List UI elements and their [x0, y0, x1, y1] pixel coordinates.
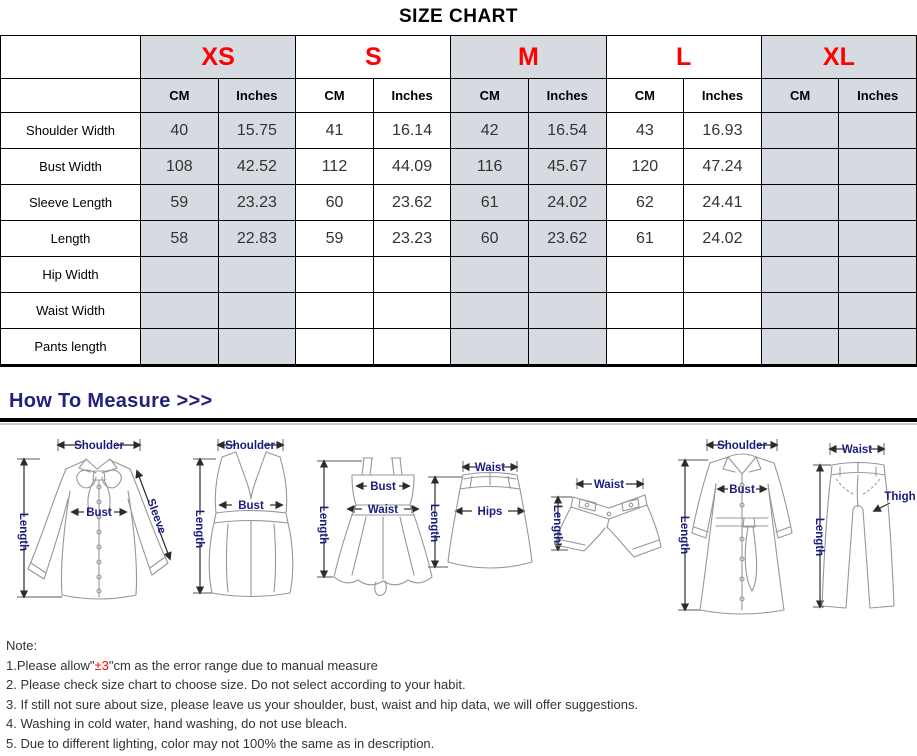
value-cell: [451, 257, 529, 293]
size-header-s: S: [296, 36, 451, 79]
value-cell: [528, 257, 606, 293]
unit-header-inches: Inches: [218, 79, 296, 113]
value-cell: [528, 293, 606, 329]
value-cell: [451, 329, 529, 366]
size-table: [0, 35, 917, 367]
label-length: Length: [193, 509, 205, 549]
value-cell: [606, 257, 684, 293]
value-cell: 60: [451, 221, 529, 257]
value-cell: [684, 257, 762, 293]
size-header-xs: XS: [141, 36, 296, 79]
row-label: Sleeve Length: [1, 185, 141, 221]
value-cell: [761, 221, 839, 257]
figure-tank-top: [193, 439, 293, 597]
value-cell: 59: [141, 185, 219, 221]
value-cell: 44.09: [373, 149, 451, 185]
label-shoulder: Shoulder: [225, 440, 275, 452]
value-cell: [606, 329, 684, 366]
label-waist: Waist: [367, 504, 399, 516]
value-cell: 47.24: [684, 149, 762, 185]
label-length: Length: [813, 517, 825, 557]
size-header-m: M: [451, 36, 606, 79]
value-cell: [839, 221, 917, 257]
value-cell: 116: [451, 149, 529, 185]
table-row: [1, 293, 917, 329]
label-bust: Bust: [86, 507, 112, 519]
note-line-2: 2. Please check size chart to choose size. Do not select according to your habit.: [6, 677, 466, 692]
label-thigh: Thigh: [884, 491, 916, 503]
notes: [6, 636, 917, 753]
label-hips: Hips: [477, 506, 503, 518]
how-to-measure-heading: How To Measure >>>: [9, 390, 213, 412]
value-cell: [296, 293, 374, 329]
value-cell: 58: [141, 221, 219, 257]
value-cell: 61: [606, 221, 684, 257]
value-cell: [218, 293, 296, 329]
value-cell: 45.67: [528, 149, 606, 185]
note-line-1: 1.Please allow"±3"cm as the error range due to manual measure: [6, 657, 378, 673]
table-row: [1, 221, 917, 257]
value-cell: 40: [141, 113, 219, 149]
value-cell: 24.02: [684, 221, 762, 257]
label-length: Length: [678, 515, 690, 555]
value-cell: 59: [296, 221, 374, 257]
notes-heading: Note:: [6, 638, 38, 653]
figure-dress: [317, 458, 432, 595]
unit-header-inches: Inches: [684, 79, 762, 113]
table-row: [1, 113, 917, 149]
value-cell: [373, 257, 451, 293]
measure-diagrams: [0, 427, 917, 632]
row-label: Shoulder Width: [1, 113, 141, 149]
value-cell: 16.54: [528, 113, 606, 149]
label-waist: Waist: [841, 444, 873, 456]
label-length: Length: [17, 512, 29, 552]
unit-header-inches: Inches: [839, 79, 917, 113]
value-cell: [684, 329, 762, 366]
value-cell: [606, 293, 684, 329]
value-cell: [296, 257, 374, 293]
value-cell: [296, 329, 374, 366]
size-header-l: L: [606, 36, 761, 79]
unit-header-cm: CM: [296, 79, 374, 113]
value-cell: [839, 257, 917, 293]
value-cell: 60: [296, 185, 374, 221]
value-cell: 62: [606, 185, 684, 221]
table-row: [1, 329, 917, 366]
value-cell: 23.23: [218, 185, 296, 221]
label-shoulder: Shoulder: [717, 440, 767, 452]
label-length: Length: [317, 505, 329, 545]
unit-header-cm: CM: [141, 79, 219, 113]
corner-cell: [1, 79, 141, 113]
value-cell: 22.83: [218, 221, 296, 257]
label-sleeve: Sleeve: [144, 497, 168, 536]
divider: [0, 418, 917, 425]
label-waist: Waist: [593, 479, 625, 491]
value-cell: [684, 293, 762, 329]
value-cell: 24.41: [684, 185, 762, 221]
value-cell: 112: [296, 149, 374, 185]
value-cell: [761, 113, 839, 149]
figure-skirt: [428, 461, 532, 568]
value-cell: [451, 293, 529, 329]
table-row: [1, 257, 917, 293]
label-shoulder: Shoulder: [74, 440, 124, 452]
row-label: Hip Width: [1, 257, 141, 293]
value-cell: 16.14: [373, 113, 451, 149]
value-cell: 42: [451, 113, 529, 149]
label-bust: Bust: [238, 500, 264, 512]
row-label: Waist Width: [1, 293, 141, 329]
value-cell: 43: [606, 113, 684, 149]
error-range-highlight: ±3: [94, 657, 109, 673]
value-cell: [839, 149, 917, 185]
value-cell: 15.75: [218, 113, 296, 149]
row-label: Length: [1, 221, 141, 257]
unit-header-inches: Inches: [528, 79, 606, 113]
unit-header-inches: Inches: [373, 79, 451, 113]
page-title: SIZE CHART: [399, 6, 518, 27]
value-cell: [373, 293, 451, 329]
size-header-xl: XL: [761, 36, 916, 79]
value-cell: [839, 329, 917, 366]
value-cell: [839, 113, 917, 149]
figure-coat: [678, 439, 792, 614]
value-cell: [141, 293, 219, 329]
value-cell: [761, 185, 839, 221]
figure-shorts: [551, 478, 661, 557]
note-line-3: 3. If still not sure about size, please leave us your shoulder, bust, waist and hip data, we will offer suggestions.: [6, 696, 639, 712]
value-cell: [839, 185, 917, 221]
size-header-row: [1, 36, 917, 79]
label-bust: Bust: [370, 481, 396, 493]
value-cell: [761, 257, 839, 293]
value-cell: 23.62: [528, 221, 606, 257]
value-cell: [141, 329, 219, 366]
value-cell: 23.62: [373, 185, 451, 221]
value-cell: [761, 293, 839, 329]
figure-pants: [813, 443, 916, 608]
value-cell: 42.52: [218, 149, 296, 185]
label-bust: Bust: [729, 484, 755, 496]
value-cell: [761, 149, 839, 185]
value-cell: [141, 257, 219, 293]
unit-header-cm: CM: [451, 79, 529, 113]
value-cell: 108: [141, 149, 219, 185]
value-cell: 41: [296, 113, 374, 149]
label-waist: Waist: [474, 462, 506, 474]
value-cell: [528, 329, 606, 366]
table-row: [1, 149, 917, 185]
value-cell: 16.93: [684, 113, 762, 149]
unit-header-cm: CM: [761, 79, 839, 113]
label-length: Length: [428, 503, 440, 543]
unit-header-row: [1, 79, 917, 113]
label-length: Length: [551, 504, 563, 544]
corner-cell: [1, 36, 141, 79]
row-label: Bust Width: [1, 149, 141, 185]
value-cell: [218, 257, 296, 293]
value-cell: 23.23: [373, 221, 451, 257]
unit-header-cm: CM: [606, 79, 684, 113]
value-cell: [373, 329, 451, 366]
note-line-4: 4. Washing in cold water, hand washing, do not use bleach.: [6, 716, 348, 731]
value-cell: [839, 293, 917, 329]
table-row: [1, 185, 917, 221]
value-cell: [761, 329, 839, 366]
value-cell: 120: [606, 149, 684, 185]
value-cell: 24.02: [528, 185, 606, 221]
figure-blouse: [17, 439, 170, 599]
value-cell: 61: [451, 185, 529, 221]
value-cell: [218, 329, 296, 366]
row-label: Pants length: [1, 329, 141, 366]
note-line-5: 5. Due to different lighting, color may not 100% the same as in description.: [6, 735, 435, 751]
